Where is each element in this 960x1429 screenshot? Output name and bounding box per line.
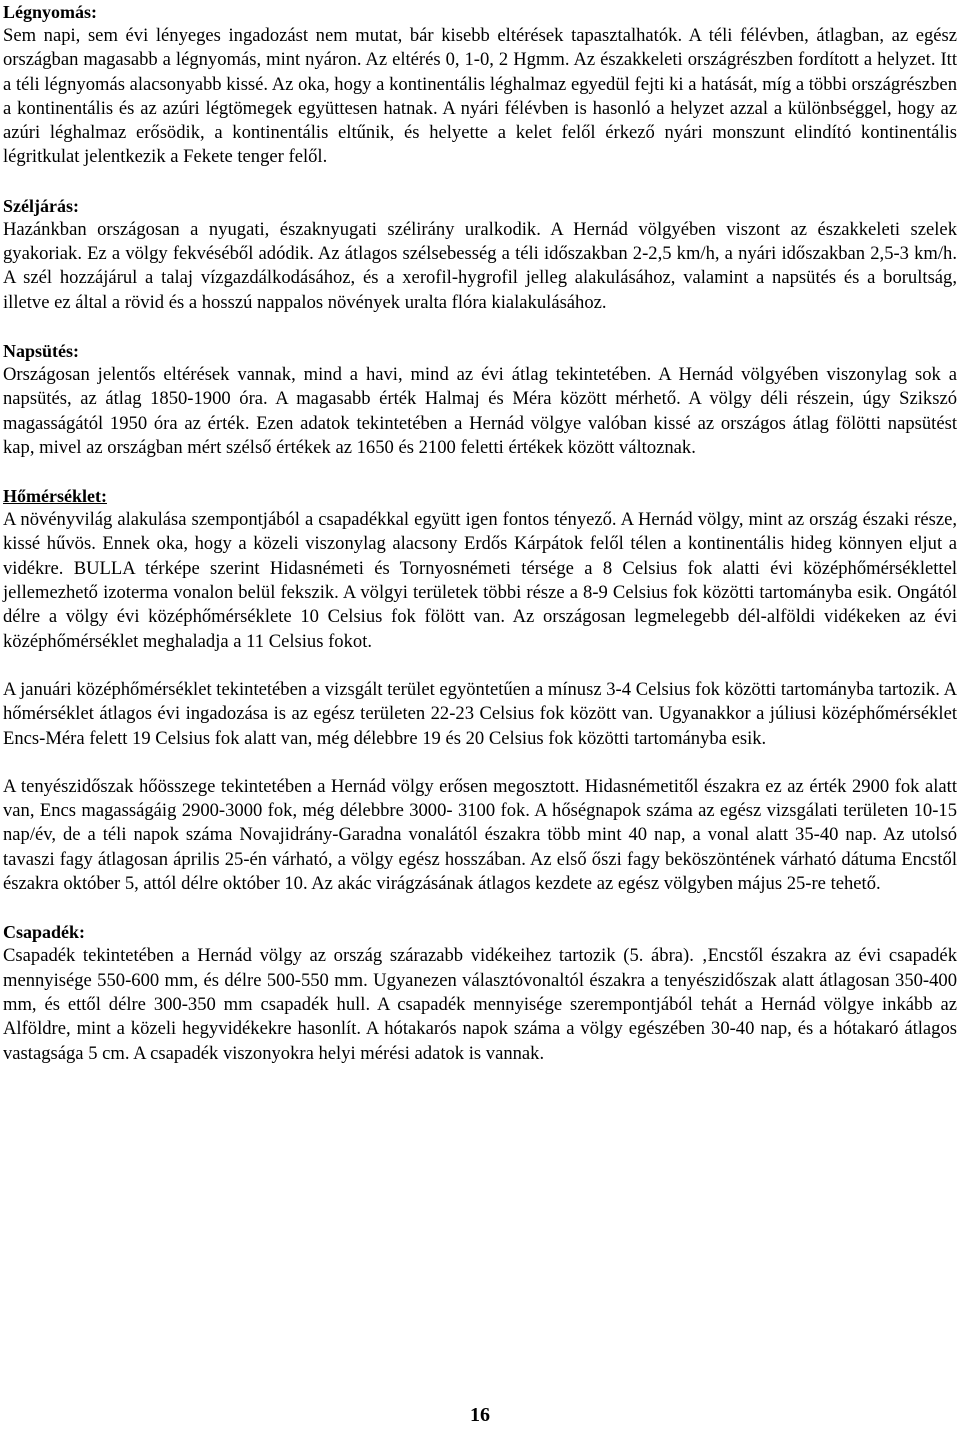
heading-homerseklet: Hőmérséklet: <box>3 486 107 507</box>
paragraph-legnyomas: Sem napi, sem évi lényeges ingadozást nem mutat, bár kisebb eltérések tapasztalhatók. A téli félévben, átlagban, az egész országban magasabb a légnyomás, mint nyáron. Az eltérés 0, 1-0, 2 Hgmm. Az északkeleti országrészben fordított a helyzet. Itt a téli légnyomás alacsonyabb kissé. Az oka, hogy a kontinentális léghalmaz egyedül fejti ki a hatását, míg a többi országrészben a kontinentális és az azúri légtömegek együttesen hatnak. A nyári félévben is hasonló a helyzet azzal a különbséggel, hogy az azúri léghalmaz erősödik, a kontinentális eltűnik, és helyette a kelet felől érkező nyári monszunt elindító kontinentális légritkulat jelentkezik a Fekete tenger felől. <box>3 25 957 168</box>
paragraph-csapadek: Csapadék tekintetében a Hernád völgy az ország szárazabb vidékeihez tartozik (5. ábra). ‚Encstől északra az évi csapadék mennyisége 550-600 mm, és délre 500-550 mm. Ugyanezen választóvonaltól északra a tenyészidőszak alatt átlagosan 350-400 mm, és ettől délre 300-350 mm csapadék hull. A csapadék mennyisége szerempontjából tehát a Hernád völgye inkább az Alföldre, mint a közeli hegyvidékekre hasonlít. A hótakarós napok száma a völgy egészében 30-40 nap, és a hótakaró átlagos vastagsága 5 cm. A csapadék viszonyokra helyi mérési adatok is vannak. <box>3 945 957 1064</box>
heading-csapadek: Csapadék: <box>3 922 86 943</box>
heading-legnyomas: Légnyomás: <box>3 2 97 22</box>
section-homerseklet <box>3 484 957 896</box>
paragraph-homerseklet-2: A januári középhőmérséklet tekintetében a vizsgált terület egyöntetűen a mínusz 3-4 Celsius fok közötti tartományba tartozik. A hőmérséklet átlagos évi ingadozása is az egész területen 22-23 Celsius fok között van. Ugyanakkor a júliusi középhőmérséklet Encs-Méra felett 19 Celsius fok alatt van, még délebbre 19 és 20 Celsius fok közötti tartományba esik. <box>3 678 957 749</box>
paragraph-gap <box>3 751 957 775</box>
section-csapadek <box>3 920 957 1065</box>
document-page <box>3 0 957 1090</box>
page-number: 16 <box>470 1404 490 1426</box>
section-szeljaras <box>3 194 957 315</box>
heading-napsutes: Napsütés: <box>3 340 80 361</box>
paragraph-napsutes: Országosan jelentős eltérések vannak, mind a havi, mind az évi átlag tekintetében. A Hernád völgyében viszonylag sok a napsütés, az átlag 1850-1900 óra. A magasabb érték Halmaj és Méra között mérhető. A völgy déli részein, úgy Szikszó magasságától 1950 óra az érték. Ezen adatok tekintetében a Hernád völgye valóban kissé az országos átlag fölötti napsütést kap, mivel az országban mért szélső értékek az 1650 és 2100 feletti értékek között változnak. <box>3 363 957 458</box>
paragraph-gap <box>3 654 957 678</box>
paragraph-homerseklet-3: A tenyészidőszak hőösszege tekintetében a Hernád völgy erősen megosztott. Hidasnémetitől északra ez az érték 2900 fok alatt van, Encs magasságáig 2900-3000 fok, még délebbre 3000- 3100 fok. A hőségnapok száma az egész vizsgálati területen 10-15 nap/év, de a téli napok száma Novajidrány-Garadna vonalától északra több mint 40 nap, a vonal alatt 35-40 nap. Az utolsó tavaszi fagy átlagosan április 25-én várható, a völgy egész hosszában. Az első őszi fagy beköszöntének várható dátuma Encstől északra október 5, attól délre október 10. Az akác virágzásának átlagos kezdete az egész völgyben május 25-re tehető. <box>3 775 957 895</box>
paragraph-homerseklet-1: A növényvilág alakulása szempontjából a csapadékkal együtt igen fontos tényező. A Hernád völgy, mint az ország északi része, kissé hűvös. Ennek oka, hogy a közeli viszonylag alacsony Erdős Kárpátok felől télen a kontinentális hideg könnyen eljut a vidékre. BULLA térképe szerint Hidasnémeti és Tornyosnémeti térsége a 8 Celsius fok alatti évi középhőmérséklettel jellemezhető izoterma vonalon belül fekszik. A völgyi területek többi része a 8-9 Celsius fok közötti tartományba esik. Ongától délre a völgy évi középhőmérséklete 10 Celsius fok fölött van. Az országosan legmelegebb dél-alföldi vidékeken az évi középhőmérséklet meghaladja a 11 Celsius fokot. <box>3 509 957 652</box>
paragraph-szeljaras: Hazánkban országosan a nyugati, északnyugati szélirány uralkodik. A Hernád völgyében viszont az északkeleti szelek gyakoriak. Ez a völgy fekvéséből adódik. Az átlagos szélsebesség a téli időszakban 2-2,5 km/h, a nyári időszakban 2,5-3 km/h. A szél hozzájárul a talaj vízgazdálkodásához, és a xerofil-hygrofil jelleg alakulásához, valamint a napsütés és a borultság, illetve ez által a rövid és a hosszú nappalos növények uralta flóra kialakulásához. <box>3 218 957 313</box>
heading-szeljaras: Széljárás: <box>3 195 79 216</box>
section-napsutes <box>3 339 957 460</box>
section-legnyomas <box>3 0 957 170</box>
